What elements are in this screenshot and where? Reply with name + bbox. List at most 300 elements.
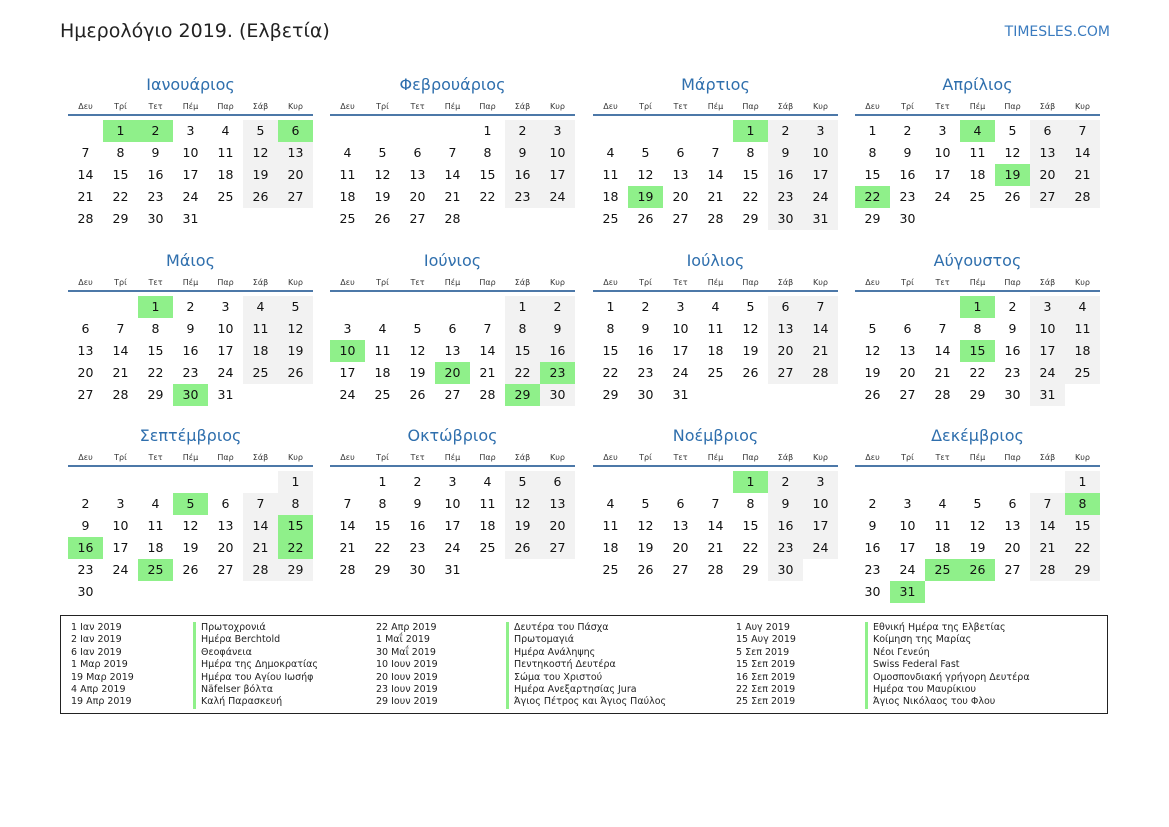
weekday-label: Τετ xyxy=(410,278,425,287)
month-block xyxy=(330,246,575,406)
day-cell: 30 xyxy=(637,387,654,402)
legend-names-col-1 xyxy=(193,622,318,709)
day-cell: 4 xyxy=(343,145,352,160)
day-cell: 24 xyxy=(217,365,234,380)
day-cell: 7 xyxy=(116,321,125,336)
day-cell: 4 xyxy=(243,296,278,318)
day-cell: 10 xyxy=(1030,318,1065,340)
weekday-label: Δευ xyxy=(865,102,880,111)
day-cell: 30 xyxy=(409,562,426,577)
month-name: Μάρτιος xyxy=(681,75,750,94)
day-cell: 25 xyxy=(1065,362,1100,384)
legend-dates-col-2 xyxy=(376,622,438,709)
day-cell: 14 xyxy=(1065,142,1100,164)
day-cell: 25 xyxy=(602,211,619,226)
day-cell: 24 xyxy=(444,540,461,555)
day-cell: 24 xyxy=(182,189,199,204)
day-cell: 4 xyxy=(378,321,387,336)
day-cell: 6 xyxy=(676,496,685,511)
legend-date: 1 Ιαν 2019 xyxy=(71,622,122,633)
weekday-label: Δευ xyxy=(603,102,618,111)
weekday-label: Τρί xyxy=(901,453,914,462)
day-cell: 26 xyxy=(742,365,759,380)
day-cell: 21 xyxy=(707,540,724,555)
month-name: Φεβρουάριος xyxy=(399,75,506,94)
month-block xyxy=(855,246,1100,406)
empty-cell xyxy=(628,120,663,142)
day-cell: 23 xyxy=(864,562,881,577)
empty-cell xyxy=(330,471,365,493)
day-cell: 2 xyxy=(768,120,803,142)
holiday-day-cell: 10 xyxy=(330,340,365,362)
days-grid xyxy=(855,296,1100,406)
weekday-label: Τετ xyxy=(673,102,688,111)
day-cell: 11 xyxy=(217,145,234,160)
day-cell: 14 xyxy=(479,343,496,358)
empty-cell xyxy=(593,120,628,142)
day-cell: 18 xyxy=(969,167,986,182)
weekday-label: Κυρ xyxy=(1075,453,1090,462)
day-cell: 14 xyxy=(1030,515,1065,537)
day-cell: 15 xyxy=(479,167,496,182)
weekday-label: Πέμ xyxy=(707,453,724,462)
day-cell: 7 xyxy=(1065,120,1100,142)
empty-cell xyxy=(855,296,890,318)
day-cell: 26 xyxy=(374,211,391,226)
day-cell: 2 xyxy=(768,471,803,493)
day-cell: 24 xyxy=(1030,362,1065,384)
weekday-label: Τρί xyxy=(901,278,914,287)
day-cell: 20 xyxy=(1004,540,1021,555)
day-cell: 14 xyxy=(77,167,94,182)
holiday-day-cell: 23 xyxy=(540,362,575,384)
weekday-header xyxy=(855,451,1100,467)
day-cell: 3 xyxy=(903,496,912,511)
day-cell: 15 xyxy=(602,343,619,358)
day-cell: 20 xyxy=(899,365,916,380)
day-cell: 18 xyxy=(707,343,724,358)
weekday-label: Παρ xyxy=(1004,102,1021,111)
empty-cell xyxy=(138,471,173,493)
day-cell: 21 xyxy=(339,540,356,555)
legend-holiday-name: Σώμα του Χριστού xyxy=(514,671,603,683)
legend-date: 22 Σεπ 2019 xyxy=(736,683,796,695)
day-cell: 25 xyxy=(707,365,724,380)
day-cell: 14 xyxy=(934,343,951,358)
day-cell: 12 xyxy=(409,343,426,358)
day-cell: 21 xyxy=(707,189,724,204)
days-grid xyxy=(330,296,575,406)
holiday-day-cell: 5 xyxy=(173,493,208,515)
day-cell: 15 xyxy=(742,518,759,533)
day-cell: 11 xyxy=(602,518,619,533)
day-cell: 28 xyxy=(243,559,278,581)
weekday-header xyxy=(68,100,313,116)
day-cell: 8 xyxy=(746,145,755,160)
weekday-label: Τετ xyxy=(673,453,688,462)
legend-holiday-name: Εθνική Ημέρα της Ελβετίας xyxy=(873,622,1006,633)
month-block xyxy=(593,70,838,230)
weekday-label: Δευ xyxy=(603,453,618,462)
day-cell: 26 xyxy=(182,562,199,577)
month-name: Δεκέμβριος xyxy=(931,426,1024,445)
holiday-day-cell: 8 xyxy=(1065,493,1100,515)
days-grid xyxy=(855,120,1100,230)
legend-date: 15 Αυγ 2019 xyxy=(736,634,796,646)
holiday-day-cell: 2 xyxy=(138,120,173,142)
day-cell: 10 xyxy=(899,518,916,533)
day-cell: 8 xyxy=(746,496,755,511)
day-cell: 11 xyxy=(479,496,496,511)
day-cell: 10 xyxy=(803,493,838,515)
legend-date: 4 Απρ 2019 xyxy=(71,683,126,695)
day-cell: 23 xyxy=(77,562,94,577)
day-cell: 7 xyxy=(1030,493,1065,515)
day-cell: 8 xyxy=(483,145,492,160)
weekday-label: Δευ xyxy=(78,278,93,287)
day-cell: 17 xyxy=(672,343,689,358)
day-cell: 19 xyxy=(969,540,986,555)
legend-names-col-2 xyxy=(506,622,666,709)
day-cell: 10 xyxy=(112,518,129,533)
weekday-label: Κυρ xyxy=(813,278,828,287)
holiday-day-cell: 4 xyxy=(960,120,995,142)
day-cell: 6 xyxy=(413,145,422,160)
legend-date: 15 Σεπ 2019 xyxy=(736,659,796,671)
day-cell: 17 xyxy=(934,167,951,182)
day-cell: 8 xyxy=(116,145,125,160)
month-block xyxy=(855,70,1100,230)
day-cell: 9 xyxy=(186,321,195,336)
holiday-day-cell: 1 xyxy=(733,471,768,493)
weekday-label: Πέμ xyxy=(969,453,986,462)
day-cell: 15 xyxy=(505,340,540,362)
day-cell: 1 xyxy=(483,123,492,138)
day-cell: 14 xyxy=(707,167,724,182)
day-cell: 5 xyxy=(505,471,540,493)
weekday-label: Παρ xyxy=(479,453,496,462)
weekday-label: Δευ xyxy=(603,278,618,287)
day-cell: 27 xyxy=(217,562,234,577)
weekday-header xyxy=(593,451,838,467)
legend-holiday-name: Ημέρα Berchtold xyxy=(201,634,281,646)
day-cell: 6 xyxy=(768,296,803,318)
legend-holiday-name: Καλή Παρασκευή xyxy=(201,696,283,708)
day-cell: 30 xyxy=(768,208,803,230)
day-cell: 10 xyxy=(803,142,838,164)
day-cell: 13 xyxy=(217,518,234,533)
day-cell: 17 xyxy=(217,343,234,358)
empty-cell xyxy=(1030,471,1065,493)
weekday-label: Δευ xyxy=(865,278,880,287)
day-cell: 8 xyxy=(151,321,160,336)
day-cell: 24 xyxy=(934,189,951,204)
day-cell: 14 xyxy=(339,518,356,533)
day-cell: 18 xyxy=(217,167,234,182)
day-cell: 28 xyxy=(479,387,496,402)
day-cell: 27 xyxy=(77,387,94,402)
day-cell: 10 xyxy=(444,496,461,511)
weekday-label: Σάβ xyxy=(514,453,531,462)
day-cell: 21 xyxy=(803,340,838,362)
holiday-day-cell: 15 xyxy=(278,515,313,537)
day-cell: 29 xyxy=(1065,559,1100,581)
day-cell: 2 xyxy=(186,299,195,314)
weekday-label: Κυρ xyxy=(1075,278,1090,287)
day-cell: 29 xyxy=(742,562,759,577)
day-cell: 8 xyxy=(278,493,313,515)
day-cell: 5 xyxy=(973,496,982,511)
day-cell: 25 xyxy=(243,362,278,384)
day-cell: 28 xyxy=(1065,186,1100,208)
legend-holiday-name: Πεντηκοστή Δευτέρα xyxy=(514,659,616,671)
empty-cell xyxy=(400,296,435,318)
holiday-day-cell: 6 xyxy=(278,120,313,142)
day-cell: 1 xyxy=(278,471,313,493)
day-cell: 1 xyxy=(868,123,877,138)
day-cell: 13 xyxy=(899,343,916,358)
day-cell: 20 xyxy=(672,540,689,555)
legend-holiday-name: Ομοσπονδιακή γρήγορη Δευτέρα xyxy=(873,671,1030,683)
weekday-label: Σάβ xyxy=(1039,278,1056,287)
day-cell: 19 xyxy=(742,343,759,358)
empty-cell xyxy=(698,471,733,493)
weekday-label: Πέμ xyxy=(444,278,461,287)
day-cell: 7 xyxy=(938,321,947,336)
holiday-day-cell: 30 xyxy=(173,384,208,406)
day-cell: 8 xyxy=(505,318,540,340)
legend-date: 23 Ιουν 2019 xyxy=(376,683,438,695)
day-cell: 31 xyxy=(444,562,461,577)
day-cell: 29 xyxy=(278,559,313,581)
day-cell: 16 xyxy=(409,518,426,533)
day-cell: 29 xyxy=(864,211,881,226)
day-cell: 5 xyxy=(1008,123,1017,138)
weekday-label: Παρ xyxy=(1004,453,1021,462)
day-cell: 4 xyxy=(938,496,947,511)
empty-cell xyxy=(663,120,698,142)
day-cell: 5 xyxy=(746,299,755,314)
day-cell: 22 xyxy=(969,365,986,380)
day-cell: 23 xyxy=(182,365,199,380)
site-link[interactable]: TIMESLES.COM xyxy=(1004,24,1110,40)
day-cell: 13 xyxy=(1030,142,1065,164)
weekday-label: Τρί xyxy=(376,102,389,111)
day-cell: 4 xyxy=(606,145,615,160)
legend-holiday-name: Δευτέρα του Πάσχα xyxy=(514,622,609,633)
day-cell: 17 xyxy=(444,518,461,533)
day-cell: 13 xyxy=(768,318,803,340)
weekday-label: Τετ xyxy=(148,453,163,462)
day-cell: 23 xyxy=(768,537,803,559)
weekday-label: Πέμ xyxy=(444,453,461,462)
weekday-header xyxy=(330,100,575,116)
day-cell: 29 xyxy=(969,387,986,402)
day-cell: 12 xyxy=(1004,145,1021,160)
weekday-label: Τρί xyxy=(376,278,389,287)
holiday-day-cell: 16 xyxy=(68,537,103,559)
day-cell: 18 xyxy=(602,540,619,555)
days-grid xyxy=(593,471,838,581)
legend-date: 25 Σεπ 2019 xyxy=(736,696,796,708)
legend-holiday-name: Πρωτομαγιά xyxy=(514,634,575,646)
day-cell: 23 xyxy=(505,186,540,208)
legend-date: 22 Απρ 2019 xyxy=(376,622,437,633)
day-cell: 17 xyxy=(540,164,575,186)
empty-cell xyxy=(925,471,960,493)
day-cell: 12 xyxy=(278,318,313,340)
weekday-label: Κυρ xyxy=(288,278,303,287)
day-cell: 20 xyxy=(672,189,689,204)
day-cell: 5 xyxy=(278,296,313,318)
day-cell: 2 xyxy=(903,123,912,138)
empty-cell xyxy=(593,471,628,493)
day-cell: 8 xyxy=(378,496,387,511)
day-cell: 17 xyxy=(803,164,838,186)
weekday-label: Παρ xyxy=(217,278,234,287)
day-cell: 13 xyxy=(672,518,689,533)
day-cell: 20 xyxy=(278,164,313,186)
empty-cell xyxy=(68,296,103,318)
day-cell: 6 xyxy=(903,321,912,336)
day-cell: 22 xyxy=(1065,537,1100,559)
day-cell: 16 xyxy=(637,343,654,358)
legend-date: 1 Αυγ 2019 xyxy=(736,622,790,633)
day-cell: 12 xyxy=(243,142,278,164)
day-cell: 26 xyxy=(409,387,426,402)
day-cell: 31 xyxy=(182,211,199,226)
weekday-label: Κυρ xyxy=(813,102,828,111)
day-cell: 18 xyxy=(934,540,951,555)
legend-date: 16 Σεπ 2019 xyxy=(736,671,796,683)
holiday-day-cell: 22 xyxy=(855,186,890,208)
weekday-header xyxy=(855,276,1100,292)
day-cell: 18 xyxy=(602,189,619,204)
holiday-day-cell: 1 xyxy=(103,120,138,142)
day-cell: 16 xyxy=(1004,343,1021,358)
day-cell: 13 xyxy=(77,343,94,358)
day-cell: 3 xyxy=(116,496,125,511)
day-cell: 3 xyxy=(221,299,230,314)
empty-cell xyxy=(173,471,208,493)
empty-cell xyxy=(470,296,505,318)
days-grid xyxy=(68,471,313,603)
day-cell: 25 xyxy=(602,562,619,577)
day-cell: 15 xyxy=(742,167,759,182)
day-cell: 24 xyxy=(112,562,129,577)
holiday-day-cell: 25 xyxy=(925,559,960,581)
day-cell: 14 xyxy=(444,167,461,182)
weekday-label: Παρ xyxy=(479,102,496,111)
day-cell: 19 xyxy=(374,189,391,204)
day-cell: 21 xyxy=(1065,164,1100,186)
legend-holiday-name: Ημέρα της Δημοκρατίας xyxy=(201,659,319,671)
weekday-label: Σάβ xyxy=(252,278,269,287)
day-cell: 19 xyxy=(278,340,313,362)
day-cell: 3 xyxy=(676,299,685,314)
legend-names-col-3 xyxy=(865,622,1030,709)
day-cell: 27 xyxy=(444,387,461,402)
day-cell: 6 xyxy=(221,496,230,511)
day-cell: 26 xyxy=(637,562,654,577)
day-cell: 7 xyxy=(81,145,90,160)
day-cell: 16 xyxy=(147,167,164,182)
weekday-label: Σάβ xyxy=(777,102,794,111)
day-cell: 26 xyxy=(243,186,278,208)
day-cell: 30 xyxy=(768,559,803,581)
day-cell: 6 xyxy=(81,321,90,336)
day-cell: 19 xyxy=(409,365,426,380)
day-cell: 27 xyxy=(409,211,426,226)
empty-cell xyxy=(330,120,365,142)
day-cell: 22 xyxy=(479,189,496,204)
empty-cell xyxy=(68,471,103,493)
day-cell: 10 xyxy=(672,321,689,336)
weekday-label: Παρ xyxy=(742,278,759,287)
weekday-label: Τετ xyxy=(148,278,163,287)
day-cell: 26 xyxy=(505,537,540,559)
day-cell: 21 xyxy=(479,365,496,380)
day-cell: 20 xyxy=(409,189,426,204)
day-cell: 22 xyxy=(374,540,391,555)
month-block xyxy=(593,421,838,581)
days-grid xyxy=(593,296,838,406)
days-grid xyxy=(855,471,1100,603)
day-cell: 25 xyxy=(479,540,496,555)
legend-holiday-name: Νέοι Γενεύη xyxy=(873,646,930,658)
day-cell: 22 xyxy=(147,365,164,380)
day-cell: 24 xyxy=(803,186,838,208)
day-cell: 16 xyxy=(864,540,881,555)
weekday-label: Σάβ xyxy=(514,102,531,111)
day-cell: 31 xyxy=(672,387,689,402)
weekday-label: Κυρ xyxy=(288,453,303,462)
empty-cell xyxy=(243,471,278,493)
legend-holiday-name: Ημέρα του Αγίου Ιωσήφ xyxy=(201,671,314,683)
day-cell: 29 xyxy=(112,211,129,226)
month-name: Οκτώβριος xyxy=(407,426,498,445)
day-cell: 4 xyxy=(151,496,160,511)
day-cell: 10 xyxy=(934,145,951,160)
holiday-day-cell: 19 xyxy=(995,164,1030,186)
day-cell: 6 xyxy=(1008,496,1017,511)
day-cell: 20 xyxy=(217,540,234,555)
weekday-label: Πέμ xyxy=(707,278,724,287)
holiday-day-cell: 1 xyxy=(733,120,768,142)
holiday-day-cell: 1 xyxy=(960,296,995,318)
day-cell: 9 xyxy=(505,142,540,164)
empty-cell xyxy=(855,471,890,493)
weekday-label: Πέμ xyxy=(182,102,199,111)
weekday-label: Τετ xyxy=(935,278,950,287)
day-cell: 30 xyxy=(1004,387,1021,402)
day-cell: 25 xyxy=(969,189,986,204)
legend-holiday-name: Άγιος Νικόλαος του Φλου xyxy=(873,696,996,708)
legend-date: 1 Μαΐ 2019 xyxy=(376,634,430,646)
day-cell: 14 xyxy=(803,318,838,340)
weekday-label: Παρ xyxy=(479,278,496,287)
day-cell: 7 xyxy=(343,496,352,511)
day-cell: 16 xyxy=(768,515,803,537)
day-cell: 8 xyxy=(973,321,982,336)
holiday-day-cell: 31 xyxy=(890,581,925,603)
day-cell: 24 xyxy=(803,537,838,559)
day-cell: 13 xyxy=(409,167,426,182)
day-cell: 16 xyxy=(540,340,575,362)
weekday-label: Κυρ xyxy=(550,453,565,462)
month-block xyxy=(593,246,838,406)
days-grid xyxy=(330,471,575,581)
